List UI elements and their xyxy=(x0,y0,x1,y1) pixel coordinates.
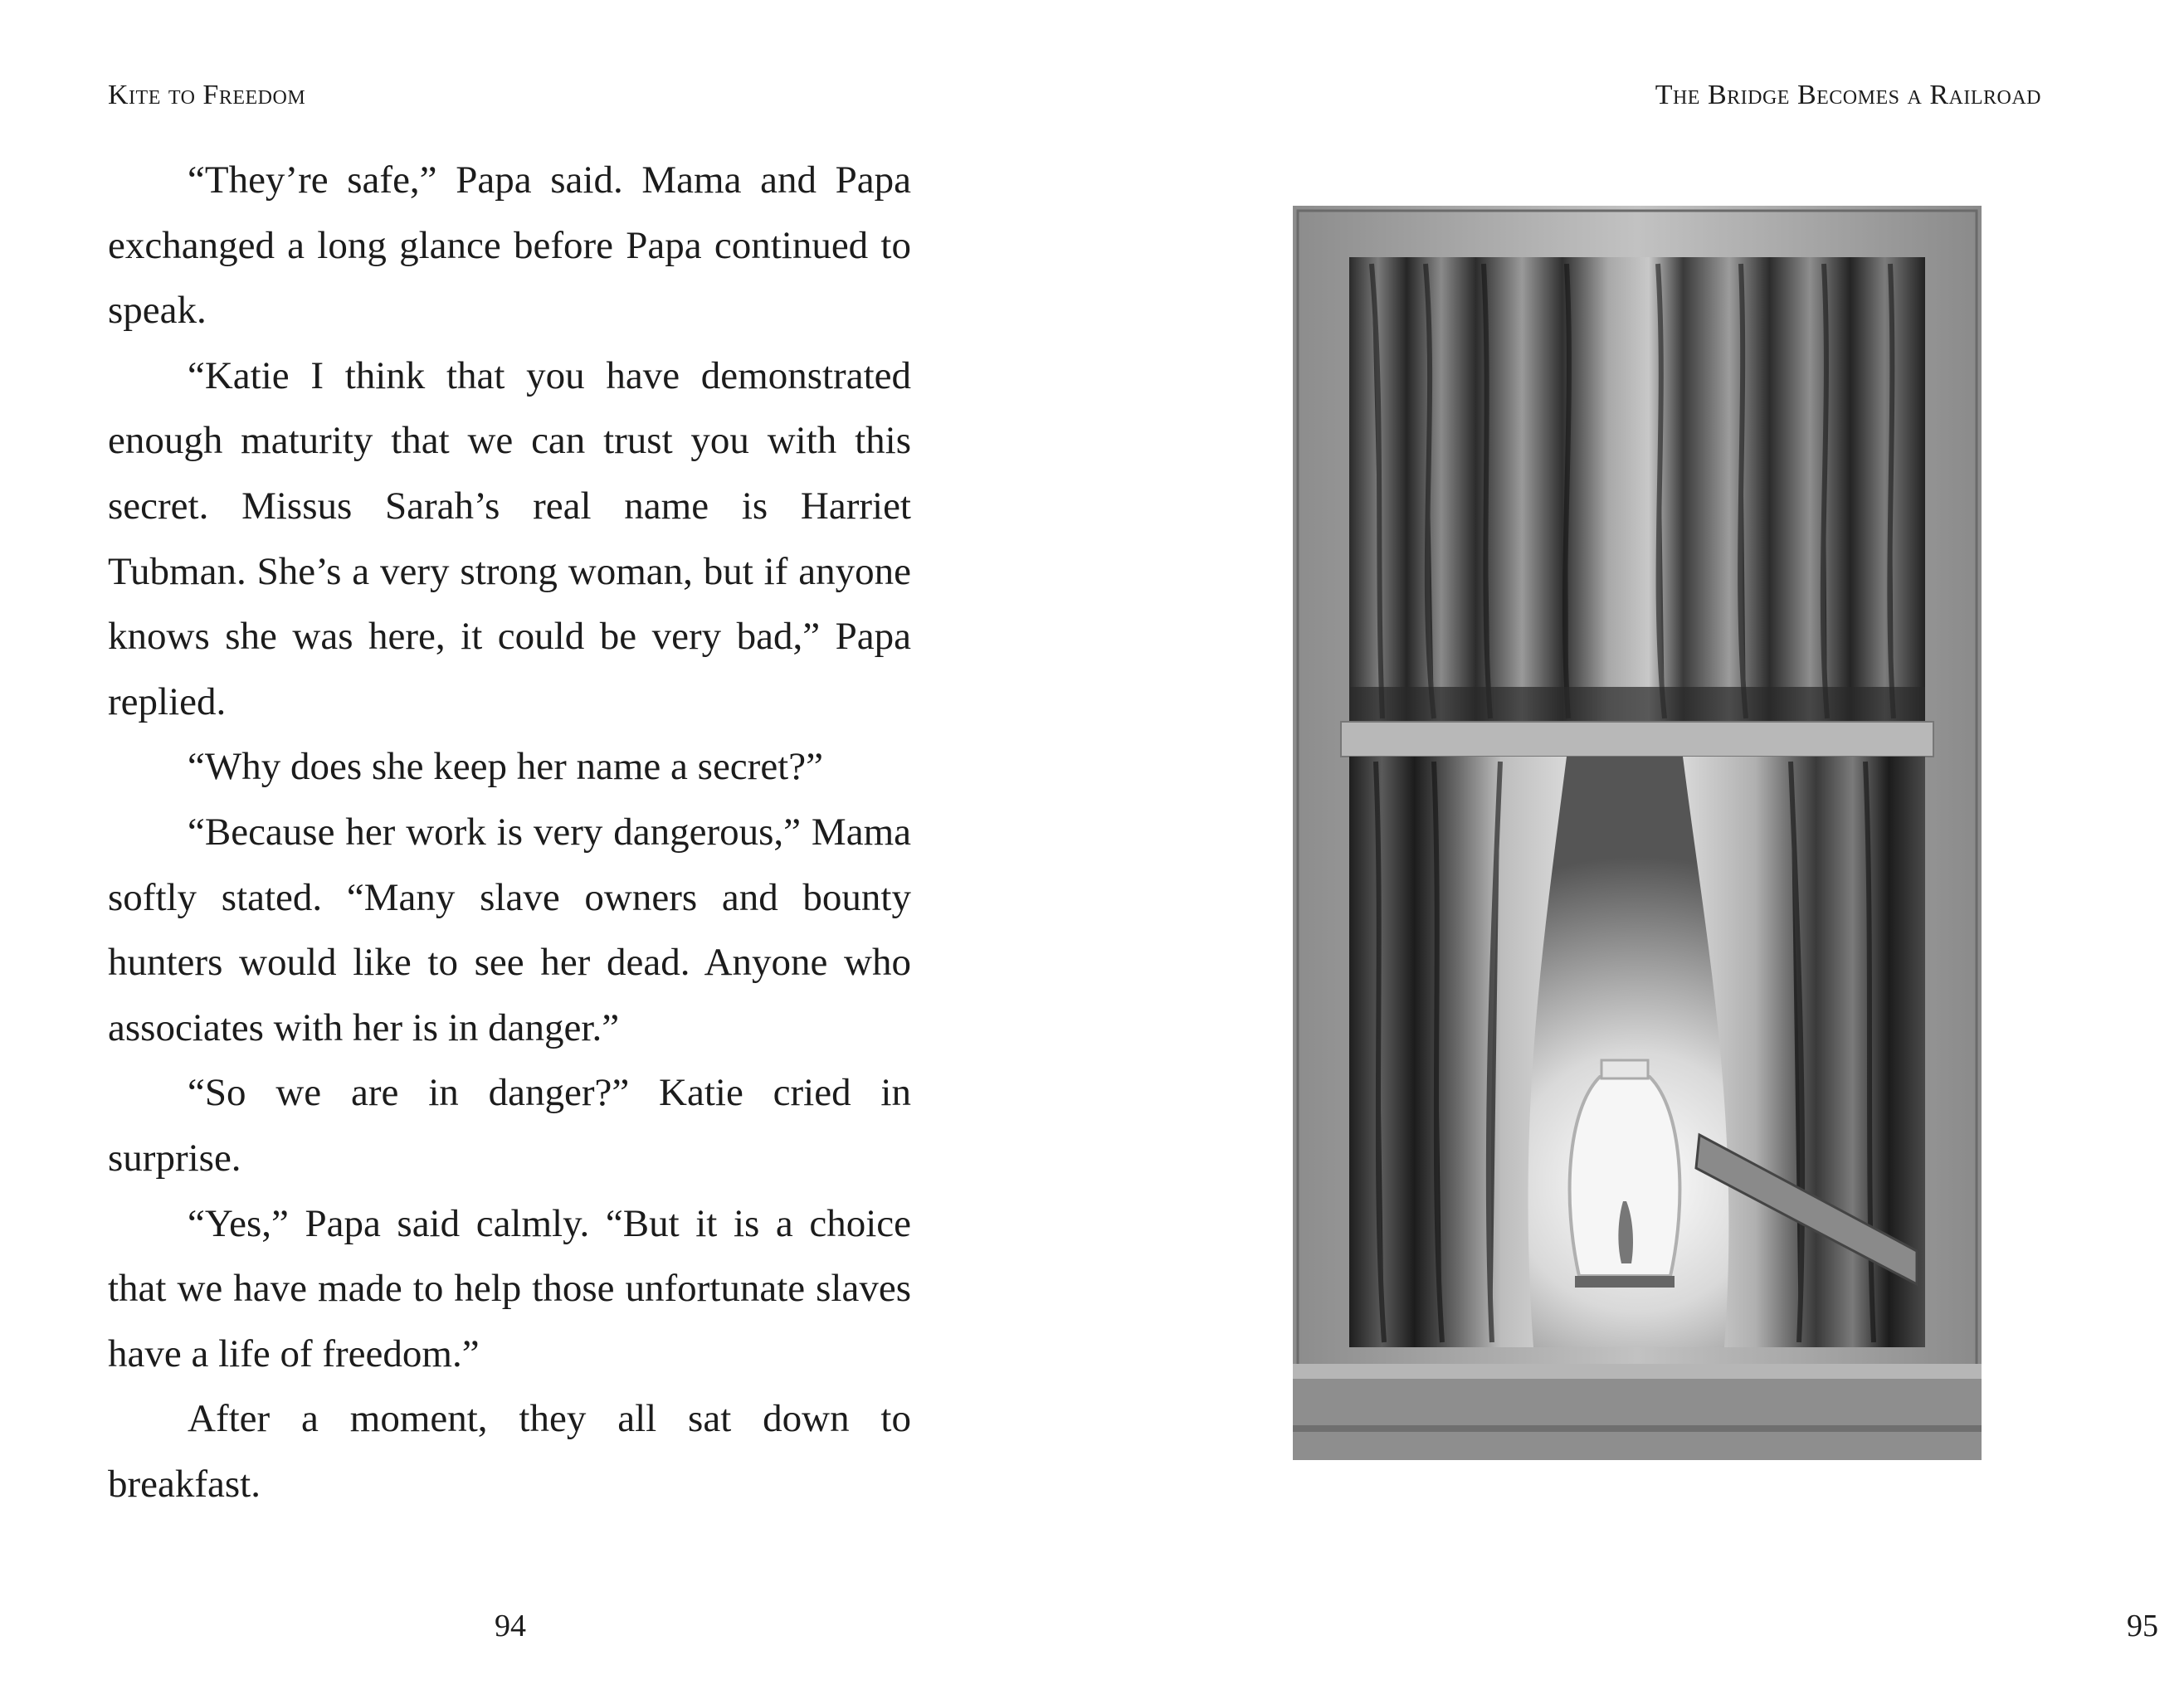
paragraph: “Because her work is very dangerous,” Mama softly stated. “Many slave owners and bounty hunters would like to see her dead. Anyone who associates with her is in danger.” xyxy=(108,810,911,1049)
window-rail xyxy=(1341,722,1933,757)
page-number-right: 95 xyxy=(2127,1609,2158,1643)
running-head-book-title: Kite to Freedom xyxy=(108,80,306,110)
window-illustration xyxy=(1293,206,1982,1460)
body-text xyxy=(108,148,911,1516)
paragraph: After a moment, they all sat down to breakfast. xyxy=(108,1397,911,1506)
running-head-chapter-title: The Bridge Becomes a Railroad xyxy=(1655,80,2041,110)
left-page xyxy=(0,0,1062,1699)
paragraph: “Yes,” Papa said calmly. “But it is a choice that we have made to help those unfortunate slaves have a life of freedom.” xyxy=(108,1201,911,1375)
upper-curtain xyxy=(1349,257,1925,722)
right-page xyxy=(1062,0,2158,1699)
paragraph: “So we are in danger?” Katie cried in surprise. xyxy=(108,1071,911,1180)
page-number-left: 94 xyxy=(495,1609,526,1643)
lamp xyxy=(1570,1060,1680,1288)
paragraph: “Katie I think that you have demonstrated enough maturity that we can trust you with this secret. Missus Sarah’s real name is Harriet Tubman. She’s a very strong woman, but if anyone knows she was here, it could be very bad,” Papa replied. xyxy=(108,353,911,723)
paragraph: “They’re safe,” Papa said. Mama and Papa exchanged a long glance before Papa continued to speak. xyxy=(108,158,911,333)
paragraph: “Why does she keep her name a secret?” xyxy=(188,745,823,789)
